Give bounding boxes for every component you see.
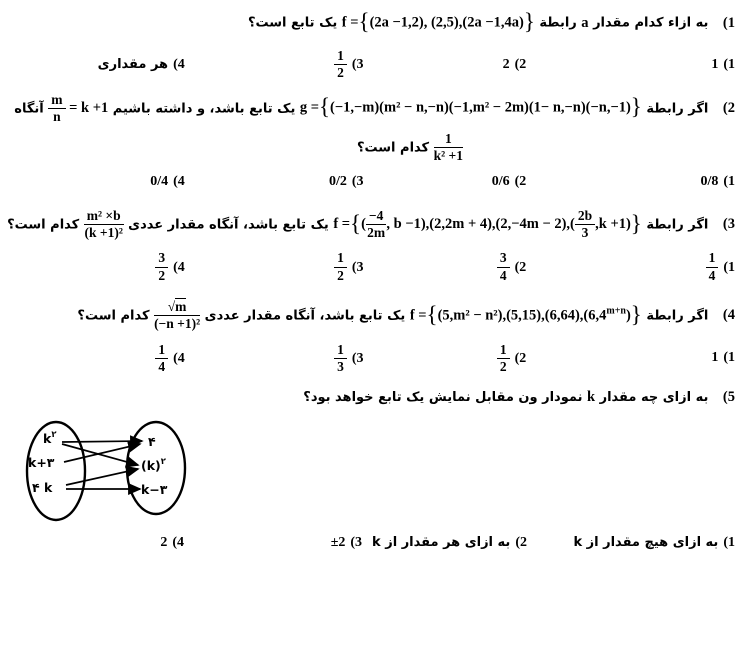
arrow-k2-to-4 (62, 441, 142, 442)
q1-option-1: 1)1 (711, 56, 735, 72)
question-5-number: 5) (722, 389, 735, 406)
question-2-text-before: اگر رابطة (646, 100, 709, 116)
question-2-text-after: آنگاه (14, 100, 44, 116)
question-1-text-after: یک تابع است؟ (247, 15, 338, 31)
q1-option-4: 4)هر مقداری (97, 56, 185, 72)
question-5-text-after: نمودار ون مقابل نمایش یک تابع خواهد بود؟ (303, 390, 583, 406)
question-2-target-fraction: $\frac{1}{\text{k² +1}}$ (433, 131, 463, 164)
q4-option-3: 3) $\frac{1}{3}$ (193, 343, 374, 375)
right-set-item-k-minus-3: k−۳ (141, 482, 168, 498)
left-set-item-k-plus-3: k+۳ (28, 455, 55, 471)
fraction: $\frac{3}{4}$ (497, 251, 510, 283)
q4-option-2: 2) $\frac{1}{2}$ (374, 343, 555, 375)
question-2-continued (12, 132, 463, 164)
question-4-options (12, 343, 735, 375)
q1-option-2: 2)2 (502, 56, 527, 72)
radicand: m (175, 298, 187, 314)
q5-option-1: 1)به ازای هیچ مقدار از k (573, 535, 735, 551)
question-1-options (12, 49, 735, 81)
left-set-item-4k: ۴ k (32, 480, 53, 496)
q5-option-4: 4)2 (160, 535, 185, 551)
left-brace: { (426, 301, 438, 327)
fraction-m-over-n: $\frac{m}{n}$ (48, 93, 65, 125)
q3-option-2: 2) $\frac{3}{4}$ (374, 251, 555, 283)
fraction: $\frac{3}{2}$ (155, 251, 168, 283)
question-2-options (12, 174, 735, 190)
q3-option-1: 1) $\frac{1}{4}$ (554, 251, 735, 283)
q4-option-1: 1)1 (711, 350, 735, 366)
question-3 (7, 207, 735, 241)
question-4-text-before: اگر رابطة (646, 308, 709, 324)
sqrt-sign: √ (167, 298, 176, 314)
q2-option-1: 1)0/8 (700, 173, 735, 189)
question-3-text-mid: یک تابع باشد، آنگاه مقدار عددی (128, 217, 329, 233)
q5-option-2: 2)به ازای هر مقدار از k (372, 535, 527, 551)
fraction: $\frac{1}{2}$ (334, 49, 347, 81)
question-3-number: 3) (722, 216, 735, 233)
question-5 (12, 389, 735, 406)
question-2-condition: $\frac{m}{n}$ = k +1 (48, 93, 108, 125)
question-1-text-before: به ازاء کدام مقدار (593, 15, 709, 31)
question-4-number: 4) (722, 307, 735, 324)
fraction: $\frac{1}{2}$ (497, 343, 510, 375)
q3-option-4: 4) $\frac{3}{2}$ (12, 251, 193, 283)
q2-option-3: 3)0/2 (328, 173, 364, 189)
question-4-target-fraction: $\frac{√m}{\text{(−n +1)²}}$ (154, 298, 201, 332)
q2-option-4: 4)0/4 (150, 173, 185, 189)
question-2-text-mid: یک تابع باشد، و داشته باشیم (112, 100, 296, 116)
question-2-formula: g ={(−1,−m)(m² − n,−n)(−1,m² − 2m)(1− n,−n)(−n,−1)} (299, 94, 642, 120)
right-brace: } (630, 301, 642, 327)
question-3-text-before: اگر رابطة (646, 217, 709, 233)
question-4-text-mid: یک تابع باشد، آنگاه مقدار عددی (204, 308, 406, 324)
question-5-text-before: به ازای چه مقدار (599, 390, 709, 406)
right-brace: } (630, 210, 642, 236)
q5-option-3: 3)±2 (330, 535, 363, 551)
fraction: $\frac{2b}{3}$ (575, 209, 595, 241)
question-2-which-is: کدام است؟ (356, 140, 430, 156)
variable-a: a (581, 14, 589, 31)
right-set-item-4: ۴ (148, 434, 156, 450)
question-3-options (12, 251, 735, 283)
question-4-which-is: کدام است؟ (77, 308, 150, 324)
q4-option-4: 4) $\frac{1}{4}$ (12, 343, 193, 375)
fraction: $\frac{1}{4}$ (155, 343, 168, 375)
question-1 (12, 10, 735, 36)
fraction: $\frac{1}{4}$ (706, 251, 719, 283)
question-5-options (12, 535, 735, 551)
question-1-text-mid: رابطة (539, 15, 577, 31)
fraction: $\frac{1}{2}$ (334, 251, 347, 283)
question-3-target-fraction: $\frac{\text{m² ×b}}{\text{(k +1)²}}$ (84, 207, 123, 241)
venn-diagram (16, 411, 196, 533)
q1-option-3: 3) $\frac{1}{2}$ (193, 49, 374, 81)
right-set-item-k-squared: $(k)^۲$ (141, 457, 166, 474)
exponent-m-plus-n: m+n (606, 305, 626, 317)
question-1-number: 1) (722, 14, 735, 31)
fraction: $\frac{1}{3}$ (334, 343, 347, 375)
question-2 (12, 93, 735, 125)
question-3-formula: f ={( $\frac{-4}{2m}$ , b −1),(2,2m + 4),(2,−4m − 2),( $\frac{2b}{3}$ ,k +1)} (333, 207, 642, 241)
question-4 (12, 300, 735, 332)
question-2-number: 2) (722, 99, 735, 116)
right-brace: } (630, 94, 642, 120)
question-4-formula: $f =\{(5,m^2 - n^2),(5,15),(6,64),(6,4^{m+n})\}$ (409, 301, 642, 327)
q3-option-3: 3) $\frac{1}{2}$ (193, 251, 374, 283)
question-1-formula: f ={(2a −1,2), (2,5),(2a −1,4a)} (341, 9, 535, 34)
venn-diagram-svg (16, 411, 196, 533)
left-brace: { (358, 9, 370, 34)
variable-k: k (587, 389, 596, 406)
fraction: $\frac{-4}{2m}$ (367, 207, 386, 241)
right-brace: } (523, 9, 535, 34)
left-brace: { (350, 210, 362, 236)
question-3-which-is: کدام است؟ (7, 217, 80, 233)
left-set-item-k-squared: $k^۲$ (43, 430, 57, 447)
q2-option-2: 2)0/6 (491, 173, 527, 189)
left-brace: { (319, 94, 331, 120)
